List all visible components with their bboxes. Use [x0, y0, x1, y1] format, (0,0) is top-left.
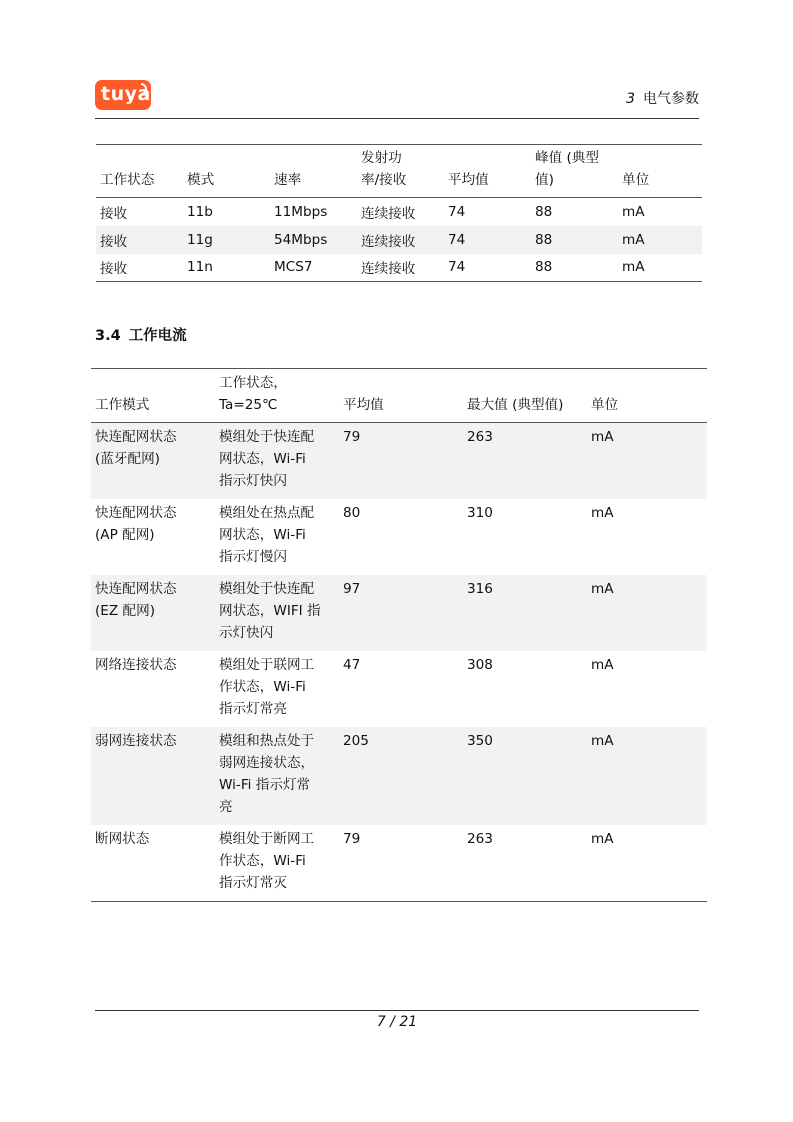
table-cell: 74: [448, 259, 466, 276]
table-cell: 模组处于联网工 作状态，Wi-Fi 指示灯常亮: [219, 657, 315, 717]
table-cell: 47: [343, 657, 361, 673]
column-header: 工作状态: [100, 172, 155, 188]
table-row: [96, 198, 702, 226]
table-cell: 97: [343, 581, 361, 597]
table-cell: mA: [622, 231, 645, 248]
table-cell: 11g: [187, 231, 213, 248]
table-cell: 205: [343, 733, 369, 749]
page-footer: [95, 1010, 699, 1030]
receive-current-table: [96, 144, 702, 282]
header-section-number: 3: [626, 91, 635, 107]
table-row: [91, 727, 707, 825]
section-number: 3.4: [95, 328, 121, 344]
table-cell: mA: [591, 505, 614, 521]
table-cell: 模组处于断网工 作状态，Wi-Fi 指示灯常灭: [219, 831, 315, 891]
header-section-label: 电气参数: [643, 91, 699, 107]
page-number: 7 / 21: [376, 1014, 418, 1030]
column-header: 单位: [622, 172, 650, 188]
column-header: 速率: [274, 172, 302, 188]
table-cell: mA: [591, 831, 614, 847]
table-cell: 弱网连接状态: [95, 733, 177, 749]
table-row: [91, 423, 707, 500]
table-cell: 11Mbps: [274, 203, 328, 220]
table-cell: 网络连接状态: [95, 657, 177, 673]
table-cell: 11n: [187, 259, 213, 276]
table-cell: 308: [467, 657, 493, 673]
section-title: 工作电流: [128, 328, 187, 344]
column-header: 单位: [591, 397, 619, 413]
table-cell: 88: [535, 259, 553, 276]
column-header: 模式: [187, 172, 215, 188]
table-cell: MCS7: [274, 259, 313, 276]
column-header: 工作状态， Ta=25℃: [219, 375, 287, 413]
table-row: [91, 651, 707, 727]
table-cell: mA: [591, 581, 614, 597]
table-row: [91, 825, 707, 902]
table-row: [91, 499, 707, 575]
table-cell: 80: [343, 505, 361, 521]
table-cell: 79: [343, 831, 361, 847]
table-cell: 连续接收: [361, 261, 416, 278]
table-cell: 连续接收: [361, 233, 416, 250]
column-header: 峰值 (典型 值): [535, 150, 599, 188]
table-cell: 316: [467, 581, 493, 597]
column-header: 工作模式: [95, 397, 150, 413]
table-cell: 74: [448, 231, 466, 248]
table-cell: 接收: [100, 261, 128, 278]
table-cell: 快连配网状态 (AP 配网): [95, 505, 177, 543]
table-cell: 模组处于快连配 网状态，WIFI 指 示灯快闪: [219, 581, 321, 641]
table-cell: 连续接收: [361, 205, 416, 222]
table-cell: 断网状态: [95, 831, 150, 847]
table-row: [96, 226, 702, 254]
table-cell: 54Mbps: [274, 231, 328, 248]
table-cell: 接收: [100, 233, 128, 250]
table-header-row: [96, 145, 702, 198]
table-cell: 11b: [187, 203, 213, 220]
header-section-title: [626, 88, 699, 108]
tuya-logo: tuya: [95, 80, 151, 110]
table-cell: 模组处于快连配 网状态，Wi-Fi 指示灯快闪: [219, 429, 315, 489]
table-row: [96, 254, 702, 282]
table-cell: mA: [591, 733, 614, 749]
section-heading: [95, 324, 187, 345]
table-cell: mA: [622, 203, 645, 220]
table-cell: mA: [622, 259, 645, 276]
table-cell: mA: [591, 429, 614, 445]
table-cell: 263: [467, 429, 493, 445]
table-cell: 350: [467, 733, 493, 749]
table-cell: 88: [535, 203, 553, 220]
table-cell: 快连配网状态 (EZ 配网): [95, 581, 177, 619]
table-cell: 快连配网状态 (蓝牙配网): [95, 429, 177, 467]
table-cell: 接收: [100, 205, 128, 222]
table-cell: 模组处在热点配 网状态，Wi-Fi 指示灯慢闪: [219, 505, 315, 565]
table-cell: 263: [467, 831, 493, 847]
working-current-table: [91, 368, 707, 902]
table-row: [91, 575, 707, 651]
table-header-row: [91, 369, 707, 423]
column-header: 最大值 (典型值): [467, 397, 564, 413]
page-header: [95, 78, 699, 119]
column-header: 发射功 率/接收: [361, 150, 407, 188]
column-header: 平均值: [343, 397, 384, 413]
table-cell: 74: [448, 203, 466, 220]
table-cell: 模组和热点处于 弱网连接状态， Wi-Fi 指示灯常 亮: [219, 733, 315, 815]
table-cell: 310: [467, 505, 493, 521]
column-header: 平均值: [448, 172, 489, 188]
table-cell: 88: [535, 231, 553, 248]
table-cell: 79: [343, 429, 361, 445]
table-cell: mA: [591, 657, 614, 673]
